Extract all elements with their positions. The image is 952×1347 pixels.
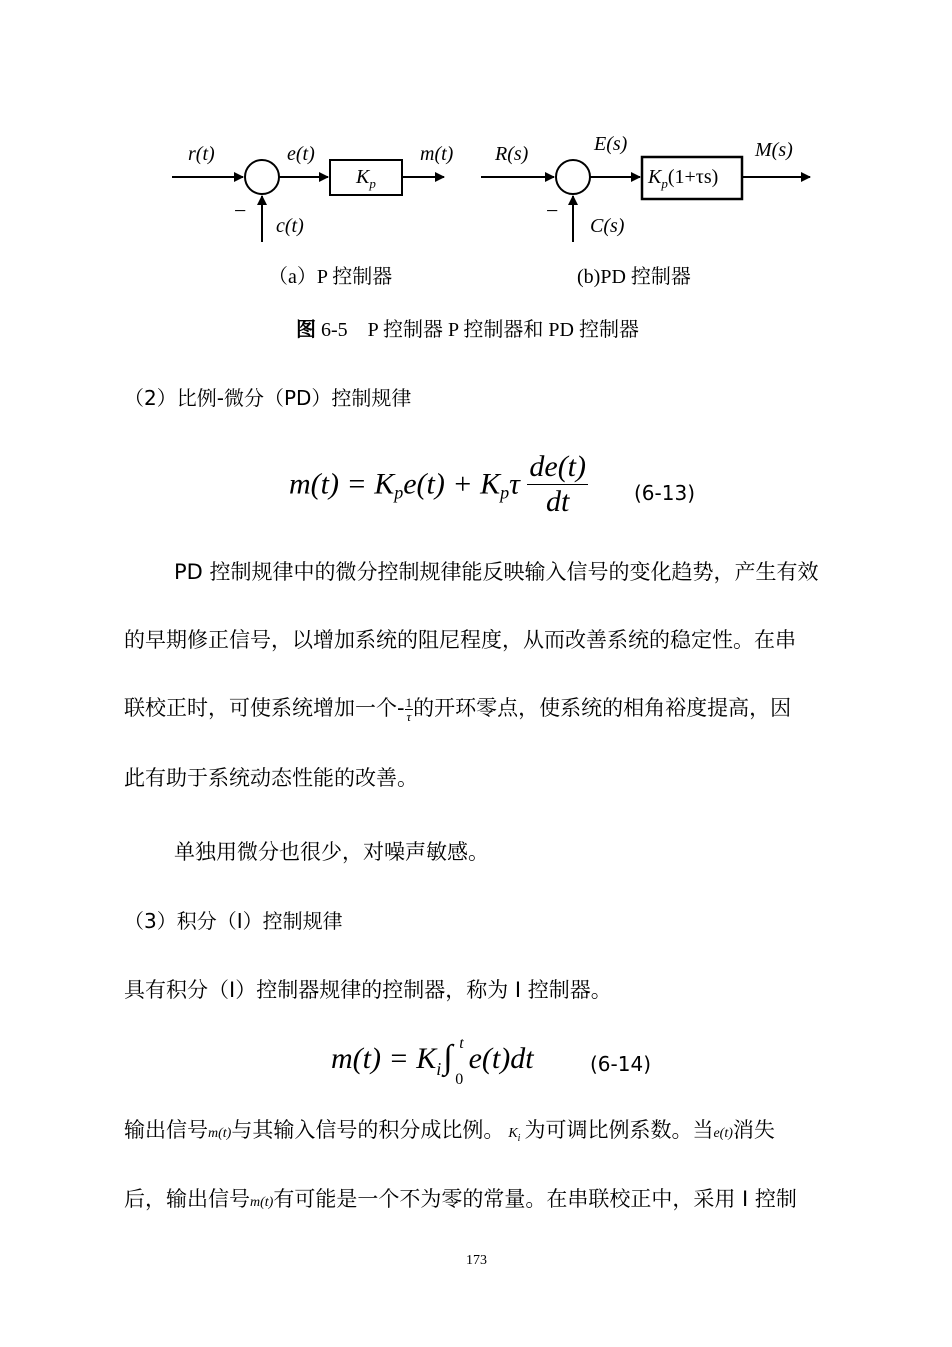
label-output-b: M(s) (755, 139, 793, 161)
eq613-sub2: p (500, 482, 510, 503)
equation-6-14 (331, 1035, 534, 1089)
label-input-b: R(s) (495, 143, 529, 165)
derivative-note: 单独用微分也很少，对噪声敏感。 (174, 840, 489, 864)
eq614-rest: e(t)dt (468, 1042, 534, 1075)
inline-e-t: e(t) (713, 1126, 733, 1141)
pd-para-line-4: 此有助于系统动态性能的改善。 (124, 766, 418, 790)
label-error-b: E(s) (594, 133, 628, 155)
figure-caption-label: 图 (296, 317, 316, 341)
summing-junction-a (245, 160, 279, 194)
figure-caption (296, 313, 639, 342)
eq613-fraction (527, 450, 588, 519)
eq613-mid: e(t) + K (403, 467, 501, 501)
block-label-a: $K_p$ (356, 166, 376, 191)
pd-para-line-1 (174, 556, 819, 586)
label-feedback-b: C(s) (590, 215, 625, 237)
section-2-heading: （2）比例-微分（PD）控制规律 (124, 386, 412, 410)
equation-6-14-number: (6-14) (590, 1052, 651, 1076)
eq613-tau: τ (509, 467, 520, 501)
inline-m-t: m(t) (208, 1126, 232, 1141)
eq613-denominator: dt (546, 485, 570, 518)
equation-6-13 (289, 450, 588, 519)
eq614-lower: 0 (455, 1071, 464, 1088)
label-feedback-a: c(t) (276, 215, 304, 237)
block-diagrams (0, 0, 952, 300)
eq613-lhs: m(t) = K (289, 467, 395, 501)
diagram-b (481, 133, 810, 242)
eq613-numerator: de(t) (529, 450, 587, 483)
caption-a: （a）P 控制器 (268, 266, 393, 288)
pd-line-3b: 的开环零点，使系统的相角裕度提高，因 (413, 696, 792, 720)
inline-k-i: $K_i$ (508, 1126, 521, 1144)
summing-junction-b (556, 160, 590, 194)
i-l1d: 消失 (732, 1118, 775, 1142)
pd-line-3a: 联校正时，可使系统增加一个- (124, 696, 405, 720)
label-error-a: e(t) (287, 143, 315, 165)
minus-sign-b: − (546, 198, 559, 223)
section-3-heading: （3）积分（I）控制规律 (124, 909, 343, 933)
page-number: 173 (466, 1253, 487, 1268)
block-label-b: $K_p(1+\tau s)$ (648, 166, 719, 191)
inline-frac-num: 1 (405, 694, 413, 710)
eq614-sub: i (436, 1059, 442, 1079)
pd-line-1-text: PD 控制规律中的微分控制规律能反映输入信号的变化趋势，产生有效 (174, 560, 819, 584)
equation-6-13-number: (6-13) (634, 481, 695, 505)
i-l2b: 有可能是一个不为零的常量。在串联校正中，采用 I 控制 (273, 1187, 797, 1211)
inline-m-t-2: m(t) (250, 1195, 274, 1210)
i-l2a: 后，输出信号 (124, 1187, 250, 1211)
eq613-sub1: p (394, 482, 404, 503)
i-para-line-2 (124, 1183, 797, 1213)
caption-b: (b)PD 控制器 (577, 266, 691, 288)
i-l1b: 与其输入信号的积分成比例。 (231, 1118, 505, 1142)
i-l1c: 为可调比例系数。当 (524, 1118, 714, 1142)
pd-para-line-3 (124, 692, 791, 723)
eq614-integral: ∫ t 0 (443, 1038, 452, 1078)
i-intro: 具有积分（I）控制器规律的控制器，称为 I 控制器。 (124, 978, 612, 1002)
inline-fraction-one-over-tau (405, 696, 414, 723)
i-l1a: 输出信号 (124, 1118, 208, 1142)
label-input-a: r(t) (188, 143, 215, 165)
i-para-line-1 (124, 1114, 775, 1144)
eq614-lhs: m(t) = K (331, 1042, 437, 1075)
pd-para-line-2: 的早期修正信号，以增加系统的阻尼程度，从而改善系统的稳定性。在串 (124, 628, 796, 652)
diagram-a (172, 143, 454, 242)
minus-sign-a: − (234, 198, 247, 223)
eq614-upper: t (459, 1035, 464, 1052)
figure-caption-text: 6-5 P 控制器 P 控制器和 PD 控制器 (316, 319, 639, 341)
inline-frac-den: τ (406, 708, 412, 724)
label-output-a: m(t) (420, 143, 454, 165)
